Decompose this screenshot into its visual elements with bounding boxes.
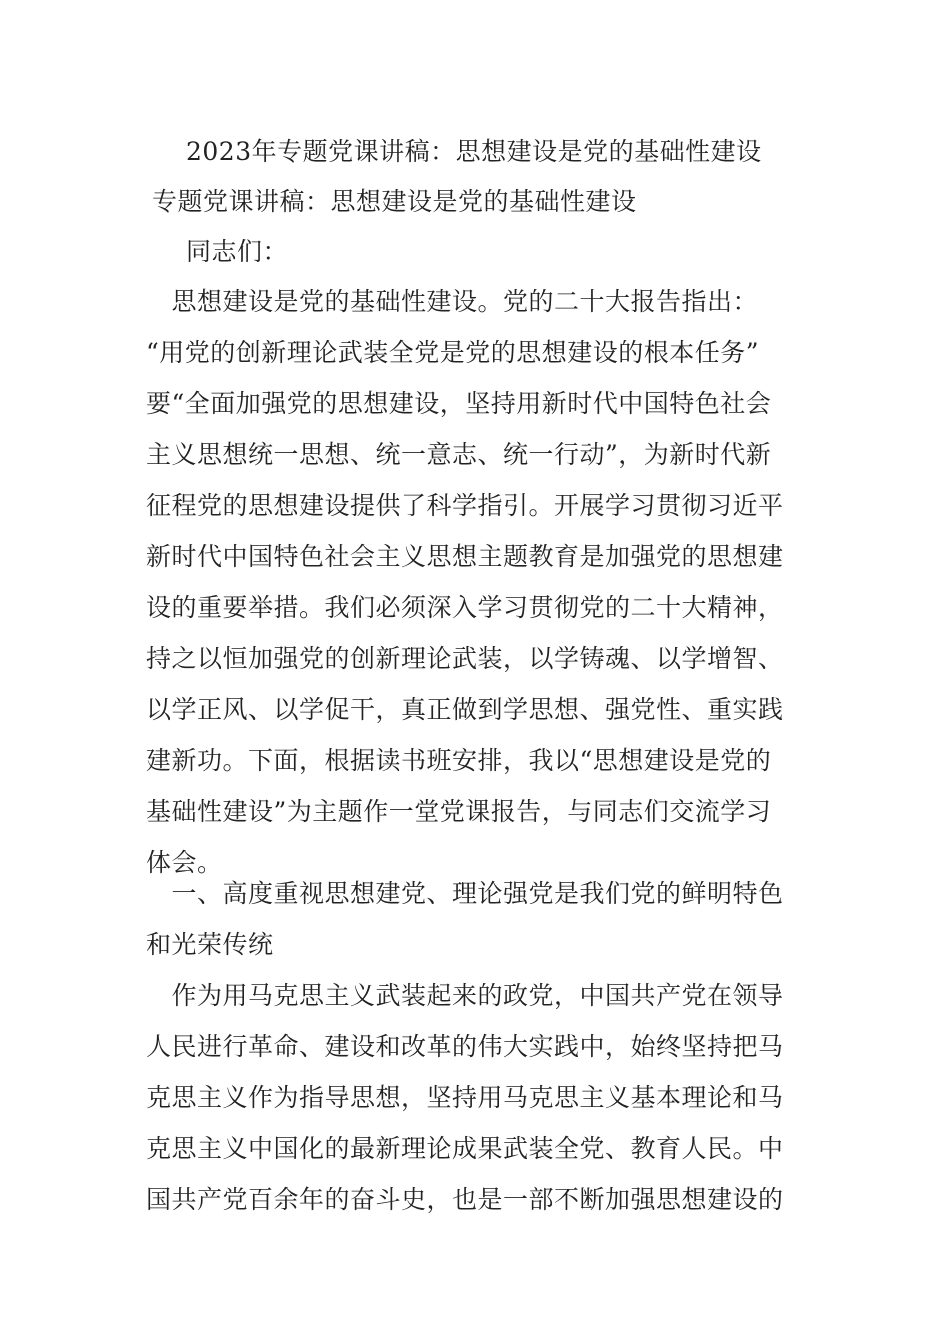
heading-line: 和光荣传统 bbox=[146, 930, 274, 959]
greeting-line: 同志们： bbox=[186, 237, 289, 266]
paragraph-line: 征程党的思想建设提供了科学指引。开展学习贯彻习近平 bbox=[146, 491, 784, 520]
document-title bbox=[186, 126, 856, 177]
paragraph-section-1 bbox=[146, 970, 816, 1225]
paragraph-line: 主义思想统一思想、统一意志、统一行动”，为新时代新 bbox=[146, 440, 772, 469]
paragraph-line: 克思主义作为指导思想，坚持用马克思主义基本理论和马 bbox=[146, 1083, 784, 1112]
paragraph-line: “用党的创新理论武装全党是党的思想建设的根本任务” bbox=[146, 338, 760, 367]
paragraph-line: 克思主义中国化的最新理论成果武装全党、教育人民。中 bbox=[146, 1134, 784, 1163]
section-heading-1 bbox=[146, 868, 816, 970]
paragraph-line: 持之以恒加强党的创新理论武装，以学铸魂、以学增智、 bbox=[146, 644, 784, 673]
title-line: 2023年专题党课讲稿：思想建设是党的基础性建设 bbox=[186, 137, 762, 166]
paragraph-line: 新时代中国特色社会主义思想主题教育是加强党的思想建 bbox=[146, 542, 784, 571]
paragraph-line: 设的重要举措。我们必须深入学习贯彻党的二十大精神， bbox=[146, 593, 784, 622]
document-subtitle bbox=[152, 176, 822, 227]
paragraph-intro bbox=[146, 276, 816, 888]
paragraph-line: 建新功。下面，根据读书班安排，我以“思想建设是党的 bbox=[146, 746, 772, 775]
paragraph-line: 要“全面加强党的思想建设，坚持用新时代中国特色社会 bbox=[146, 389, 772, 418]
subtitle-line: 专题党课讲稿：思想建设是党的基础性建设 bbox=[152, 187, 637, 216]
heading-line: 一、高度重视思想建党、理论强党是我们党的鲜明特色 bbox=[146, 879, 784, 908]
paragraph-line: 思想建设是党的基础性建设。党的二十大报告指出： bbox=[146, 287, 759, 316]
paragraph-line: 作为用马克思主义武装起来的政党，中国共产党在领导 bbox=[146, 981, 784, 1010]
paragraph-line: 国共产党百余年的奋斗史，也是一部不断加强思想建设的 bbox=[146, 1185, 784, 1214]
greeting bbox=[186, 226, 856, 277]
paragraph-line: 以学正风、以学促干，真正做到学思想、强党性、重实践 bbox=[146, 695, 784, 724]
paragraph-line: 基础性建设”为主题作一堂党课报告，与同志们交流学习 bbox=[146, 797, 772, 826]
paragraph-line: 人民进行革命、建设和改革的伟大实践中，始终坚持把马 bbox=[146, 1032, 784, 1061]
paragraph-line: 体会。 bbox=[146, 848, 223, 877]
